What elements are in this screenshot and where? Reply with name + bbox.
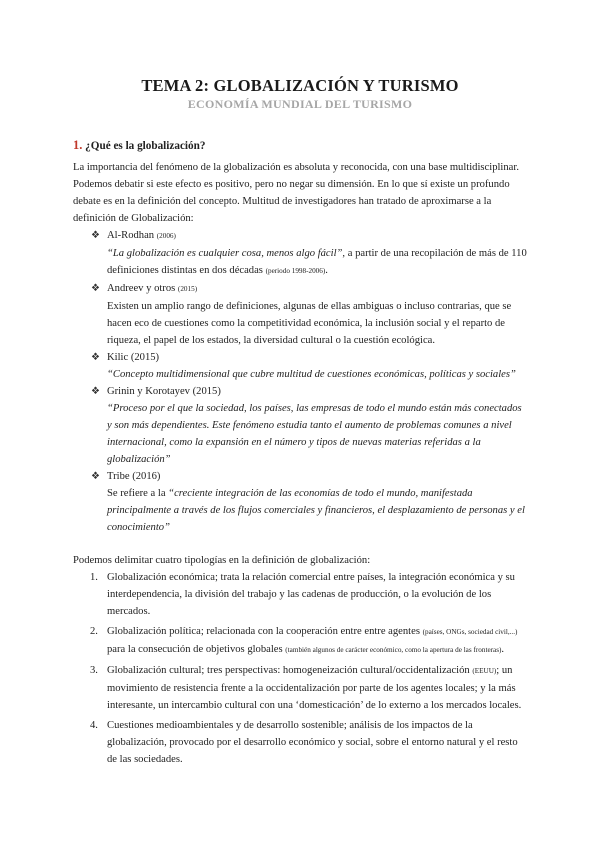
section-number: 1. bbox=[73, 138, 83, 152]
list-item bbox=[73, 623, 528, 659]
spacer bbox=[73, 536, 528, 552]
author-name: Andreev y otros bbox=[107, 283, 176, 294]
list-item bbox=[73, 227, 528, 280]
page-title: TEMA 2: GLOBALIZACIÓN Y TURISMO bbox=[141, 76, 459, 95]
definition-lead: Se refiere a la bbox=[107, 488, 169, 499]
typologies-intro: Podemos delimitar cuatro tipologías en la definición de globalización: bbox=[73, 555, 371, 566]
definition-note: (periodo 1998-2006) bbox=[265, 267, 326, 275]
definition-quote: “creciente integración de las economías de todo el mundo, manifestada principalmente a través de los flujos comerciales y financieros, el desplazamiento de personas y el conocimiento” bbox=[107, 488, 525, 533]
item-number: 3. bbox=[90, 665, 98, 676]
page-subtitle: ECONOMÍA MUNDIAL DEL TURISMO bbox=[187, 97, 413, 111]
author-name: Tribe (2016) bbox=[107, 471, 161, 482]
item-number: 4. bbox=[90, 720, 98, 731]
typology-note: (EEUU) bbox=[472, 667, 497, 675]
diamond-bullet-icon: ❖ bbox=[91, 283, 100, 294]
list-item bbox=[73, 717, 528, 768]
typology-text: ; un movimiento de resistencia frente a la occidentalización por parte de los agentes locales; y la más interesante, un intercambio cultural con una ‘domesticación’ de lo externo a los mercados locales. bbox=[107, 665, 522, 711]
diamond-bullet-icon: ❖ bbox=[91, 386, 100, 397]
typology-text: . bbox=[501, 644, 505, 655]
item-number: 2. bbox=[90, 626, 98, 637]
list-item bbox=[73, 468, 528, 536]
list-item bbox=[73, 349, 528, 383]
section-heading-text: ¿Qué es la globalización? bbox=[85, 140, 206, 152]
definition-end: . bbox=[325, 265, 328, 276]
typology-note: (también algunos de carácter económico, como la apertura de las fronteras) bbox=[285, 646, 502, 654]
typology-note: (países, ONGs, sociedad civil,...) bbox=[422, 628, 518, 636]
author-name: Kilic (2015) bbox=[107, 352, 160, 363]
definition-text: Existen un amplio rango de definiciones, algunas de ellas ambiguas o incluso contrarias, que se hacen eco de cuestiones como la competitividad económica, la inclusión social y el reparto de riqueza, el papel de los estados, la diversidad cultural o la cuestión ecológica. bbox=[107, 301, 512, 346]
definition-quote: “La globalización es cualquier cosa, menos algo fácil” bbox=[107, 248, 343, 259]
typology-text: Cuestiones medioambientales y de desarrollo sostenible; análisis de los impactos de la globalización, provocado por el desarrollo económico y social, sobre el entorno natural y el resto de las sociedades. bbox=[107, 720, 518, 765]
list-item bbox=[73, 383, 528, 468]
definition-quote: “Proceso por el que la sociedad, los países, las empresas de todo el mundo están más conectados y son más dependientes. Este fenómeno estudia tanto el aumento de problemas comunes a nivel internacional, como la expansión en el número y tipos de nuevas materias referidas a la globalización” bbox=[107, 403, 522, 465]
definition-quote: “Concepto multidimensional que cubre multitud de cuestiones económicas, políticas y sociales” bbox=[107, 369, 516, 380]
list-item bbox=[73, 569, 528, 620]
author-year: (2006) bbox=[156, 232, 176, 240]
intro-paragraph: La importancia del fenómeno de la globalización es absoluta y reconocida, con una base multidisciplinar. Podemos debatir si este efecto es positivo, pero no negar su dimensión. En lo que sí existe un profundo debate es en la definición del concepto. Multitud de investigadores han tratado de aproximarse a la definición de Globalización: bbox=[73, 162, 519, 224]
document-body bbox=[73, 137, 528, 771]
typology-text: Globalización política; relacionada con la cooperación entre entre agentes bbox=[107, 626, 423, 637]
list-item bbox=[73, 280, 528, 349]
author-name: Grinin y Korotayev (2015) bbox=[107, 386, 221, 397]
diamond-bullet-icon: ❖ bbox=[91, 230, 100, 241]
definition-text: , a partir de una recopilación de más de 110 definiciones distintas en dos décadas bbox=[107, 248, 527, 276]
section-heading bbox=[73, 137, 528, 155]
typologies-list bbox=[73, 569, 528, 768]
item-number: 1. bbox=[90, 572, 98, 583]
list-item bbox=[73, 662, 528, 714]
author-year: (2015) bbox=[177, 285, 198, 293]
typology-text: para la consecución de objetivos globales bbox=[107, 644, 286, 655]
author-name: Al-Rodhan bbox=[107, 230, 155, 241]
definitions-list bbox=[73, 227, 528, 536]
diamond-bullet-icon: ❖ bbox=[91, 352, 100, 363]
typology-text: Globalización cultural; tres perspectivas: homogeneización cultural/occidentalización bbox=[107, 665, 473, 676]
diamond-bullet-icon: ❖ bbox=[91, 471, 100, 482]
typology-text: Globalización económica; trata la relación comercial entre países, la integración económica y su interdependencia, la división del trabajo y las cadenas de producción, o la evolución de los mercados. bbox=[107, 572, 515, 617]
